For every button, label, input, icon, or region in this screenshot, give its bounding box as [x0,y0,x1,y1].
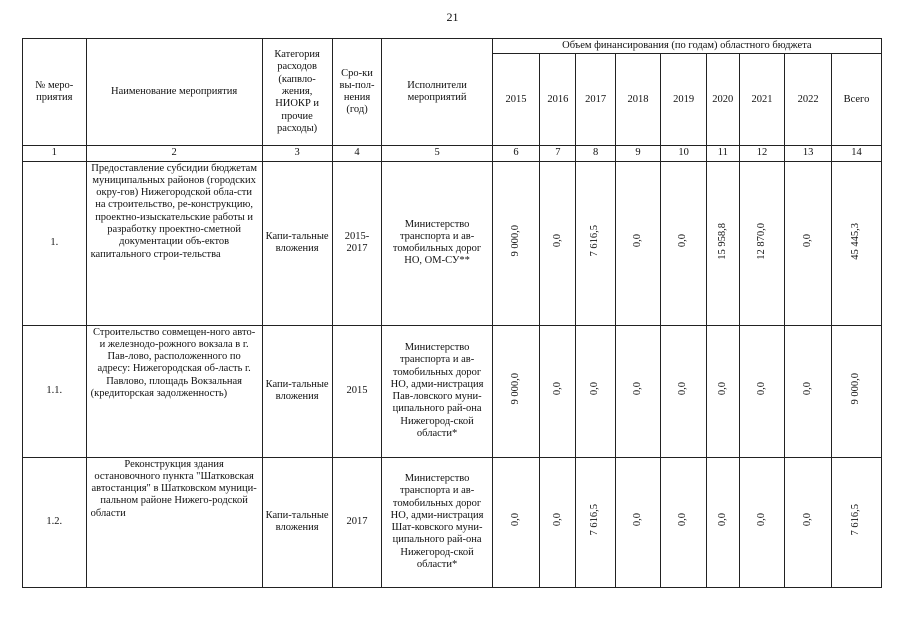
row-category: Капи-тальные вложения [262,161,332,325]
funding-value-cell [576,457,615,587]
funding-value-cell [706,325,739,457]
column-number: 6 [492,146,540,161]
funding-value-cell [739,161,785,325]
column-number: 2 [86,146,262,161]
row-category: Капи-тальные вложения [262,325,332,457]
row-number: 1.1. [23,325,87,457]
funding-value: 0,0 [677,382,689,396]
column-number: 7 [540,146,576,161]
row-executors: Министерство транспорта и ав-томобильных дорог НО, адми-нистрация Пав-ловского муни-ципального рай-она Нижегород-ской области* [382,325,492,457]
header-year: 2021 [739,54,785,146]
row-name: Предоставление субсидии бюджетам муниципальных районов (городских окру-гов) Нижегородской обла-сти на строительство, ре-конструкцию, проектно-изыскательские работы и разработку проектно-сметной документации объ-ектов капитального строи-тельства [86,161,262,325]
funding-value: 0,0 [631,234,643,248]
column-number: 14 [831,146,881,161]
funding-value: 0,0 [716,382,728,396]
funding-value: 15 958,8 [716,222,728,260]
funding-value: 0,0 [589,382,601,396]
column-number: 1 [23,146,87,161]
header-year: 2017 [576,54,615,146]
funding-value-cell [540,325,576,457]
funding-value-cell [615,325,661,457]
header-year: 2018 [615,54,661,146]
funding-value-cell [661,325,707,457]
column-number: 10 [661,146,707,161]
header-executors: Исполнители мероприятий [382,39,492,146]
funding-value: 9 000,0 [509,225,521,257]
header-term: Сро-ки вы-пол-нения (год) [332,39,382,146]
header-year: 2015 [492,54,540,146]
funding-value-cell [492,457,540,587]
funding-value: 9 000,0 [509,373,521,405]
column-number: 4 [332,146,382,161]
row-category: Капи-тальные вложения [262,457,332,587]
funding-value-cell [785,161,832,325]
funding-value-cell [661,161,707,325]
row-name: Реконструкция здания остановочного пункта "Шатковская автостанция" в Шатковском муници-пальном районе Нижего-родской области [86,457,262,587]
funding-table [22,38,882,588]
funding-value: 0,0 [551,513,563,527]
header-year: Всего [831,54,881,146]
funding-value: 0,0 [631,513,643,527]
table-row [23,161,882,325]
header-year: 2020 [706,54,739,146]
table-row [23,457,882,587]
header-year: 2022 [785,54,832,146]
funding-value: 0,0 [716,513,728,527]
funding-value: 0,0 [631,382,643,396]
funding-value: 0,0 [509,513,521,527]
funding-value-cell [615,457,661,587]
row-number: 1.2. [23,457,87,587]
funding-value: 0,0 [677,513,689,527]
funding-value: 0,0 [677,234,689,248]
funding-value-cell [661,457,707,587]
funding-value-cell [739,325,785,457]
funding-value-cell [831,457,881,587]
header-year: 2019 [661,54,707,146]
row-term: 2017 [332,457,382,587]
funding-value-cell [831,325,881,457]
funding-value: 0,0 [802,382,813,396]
funding-value: 7 616,5 [589,504,601,536]
funding-value-cell [706,161,739,325]
column-number: 13 [785,146,832,161]
column-number: 9 [615,146,661,161]
row-term: 2015-2017 [332,161,382,325]
funding-value-cell [831,161,881,325]
page-number: 21 [446,10,459,24]
funding-value: 7 616,5 [589,225,601,257]
header-no: № меро-приятия [23,39,87,146]
row-name: Строительство совмещен-ного авто- и железнодо-рожного вокзала в г. Пав-лово, расположенного по адресу: Нижегородская об-ласть г. Павлово, площадь Вокзальная (кредиторская задолженность) [86,325,262,457]
funding-value-cell [576,161,615,325]
funding-value: 0,0 [802,234,813,248]
funding-value: 0,0 [755,382,767,396]
header-funding-group: Объем финансирования (по годам) областного бюджета [492,39,881,54]
funding-value: 0,0 [755,513,767,527]
column-number: 11 [706,146,739,161]
funding-value: 12 870,0 [755,222,767,260]
funding-value-cell [785,457,832,587]
row-term: 2015 [332,325,382,457]
row-executors: Министерство транспорта и ав-томобильных дорог НО, адми-нистрация Шат-ковского муни-ципального рай-она Нижегород-ской области* [382,457,492,587]
funding-value-cell [492,161,540,325]
header-category: Категория расходов (капвло-жения, НИОКР и прочие расходы) [262,39,332,146]
header-year: 2016 [540,54,576,146]
funding-value: 45 445,3 [850,222,862,260]
funding-value-cell [739,457,785,587]
column-number: 8 [576,146,615,161]
funding-value-cell [492,325,540,457]
column-number: 3 [262,146,332,161]
funding-value-cell [540,161,576,325]
funding-value: 0,0 [802,513,813,527]
funding-value-cell [615,161,661,325]
column-number: 12 [739,146,785,161]
funding-value: 0,0 [551,382,563,396]
funding-value: 0,0 [551,234,563,248]
table-row [23,325,882,457]
column-number: 5 [382,146,492,161]
funding-value-cell [706,457,739,587]
funding-value: 7 616,5 [850,504,862,536]
row-executors: Министерство транспорта и ав-томобильных дорог НО, ОМ-СУ** [382,161,492,325]
funding-value-cell [576,325,615,457]
row-number: 1. [23,161,87,325]
funding-value-cell [785,325,832,457]
funding-value-cell [540,457,576,587]
funding-value: 9 000,0 [850,373,862,405]
header-name: Наименование мероприятия [86,39,262,146]
